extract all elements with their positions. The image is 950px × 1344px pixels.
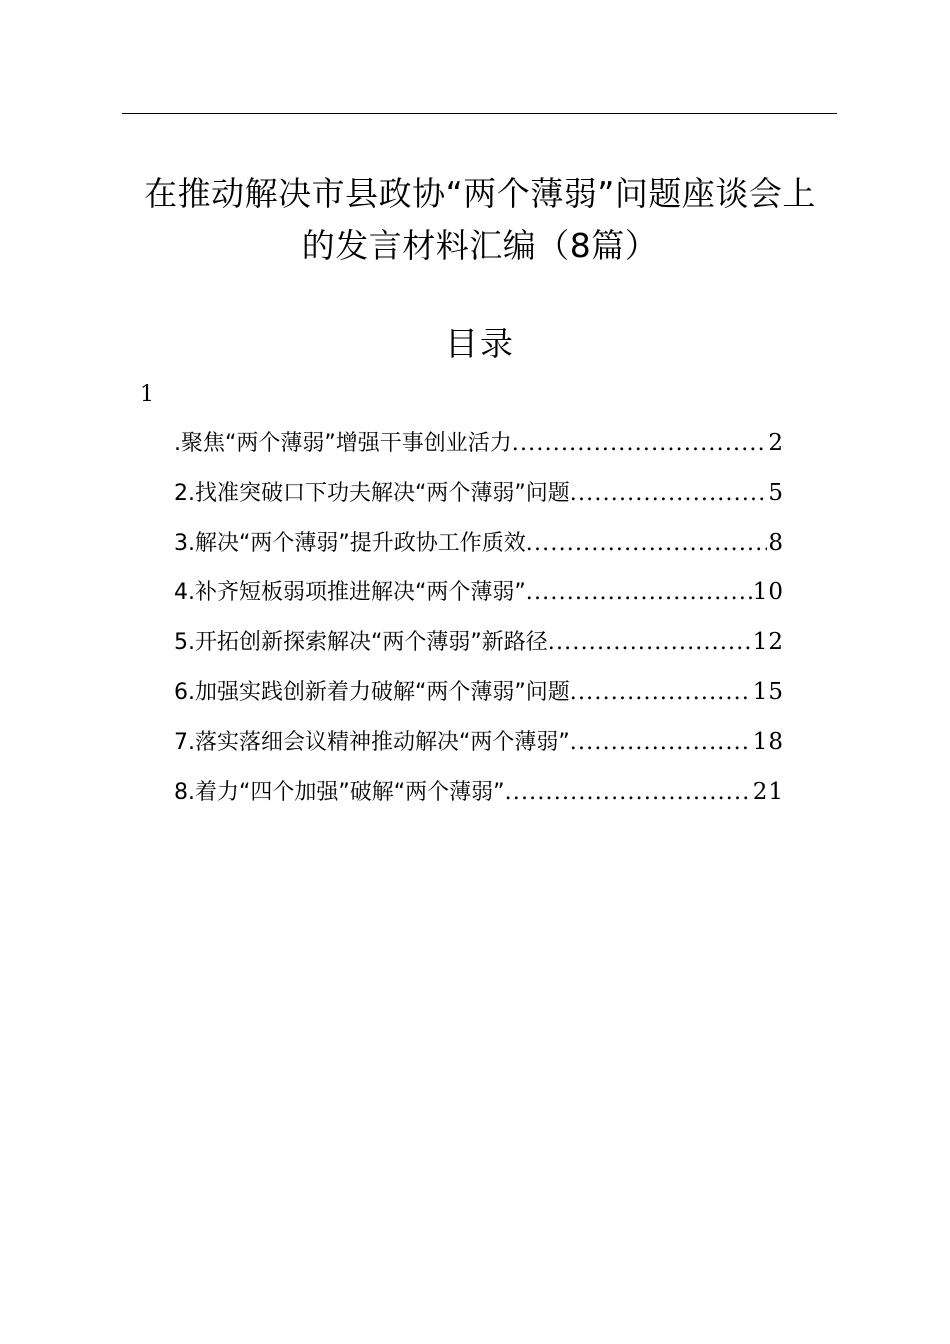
toc-dot-leader (570, 672, 752, 714)
header-rule (122, 113, 837, 114)
title-line-1: 在推动解决市县政协“两个薄弱”问题座谈会上 (144, 174, 816, 213)
title-line-2: 的发言材料汇编（8篇） (301, 226, 659, 265)
toc-heading: 目录 (445, 324, 515, 363)
table-of-contents (174, 422, 784, 820)
toc-entry-page: 12 (752, 629, 784, 656)
toc-entry-title: 8.着力“四个加强”破解“两个薄弱” (174, 779, 505, 805)
toc-entry-3[interactable] (174, 522, 784, 572)
toc-entry-4[interactable] (174, 571, 784, 621)
document-title (100, 168, 860, 272)
toc-entry-title: 6.加强实践创新着力破解“两个薄弱”问题 (174, 679, 570, 705)
toc-entry-page: 5 (768, 479, 784, 506)
toc-entry-title: 5.开拓创新探索解决“两个薄弱”新路径 (174, 630, 548, 656)
toc-dot-leader (526, 523, 768, 565)
toc-entry-title: 3.解决“两个薄弱”提升政协工作质效 (174, 530, 526, 556)
toc-entry-title: 7.落实落细会议精神推动解决“两个薄弱” (174, 729, 570, 755)
toc-dot-leader (512, 423, 768, 465)
toc-entry-2[interactable] (174, 472, 784, 522)
toc-entry-1[interactable] (174, 422, 784, 472)
toc-entry-title: 4.补齐短板弱项推进解决“两个薄弱” (174, 580, 526, 606)
toc-entry-page: 10 (752, 579, 784, 606)
toc-entry-8[interactable] (174, 771, 784, 821)
toc-entry-page: 8 (768, 529, 784, 556)
toc-entry-6[interactable] (174, 671, 784, 721)
toc-dot-leader (570, 473, 768, 515)
toc-entry-7[interactable] (174, 721, 784, 771)
toc-entry-page: 2 (768, 430, 784, 456)
toc-entry-5[interactable] (174, 621, 784, 671)
toc-dot-leader (526, 572, 752, 614)
toc-entry-page: 21 (752, 778, 784, 805)
toc-entry-page: 15 (752, 678, 784, 705)
toc-dot-leader (548, 622, 752, 664)
toc-entry-page: 18 (752, 728, 784, 755)
toc-dot-leader (505, 772, 752, 814)
toc-dot-leader (570, 722, 752, 764)
toc-entry-title: .聚焦“两个薄弱”增强干事创业活力 (174, 431, 512, 456)
stray-number: 1 (140, 382, 154, 407)
toc-entry-title: 2.找准突破口下功夫解决“两个薄弱”问题 (174, 480, 570, 506)
